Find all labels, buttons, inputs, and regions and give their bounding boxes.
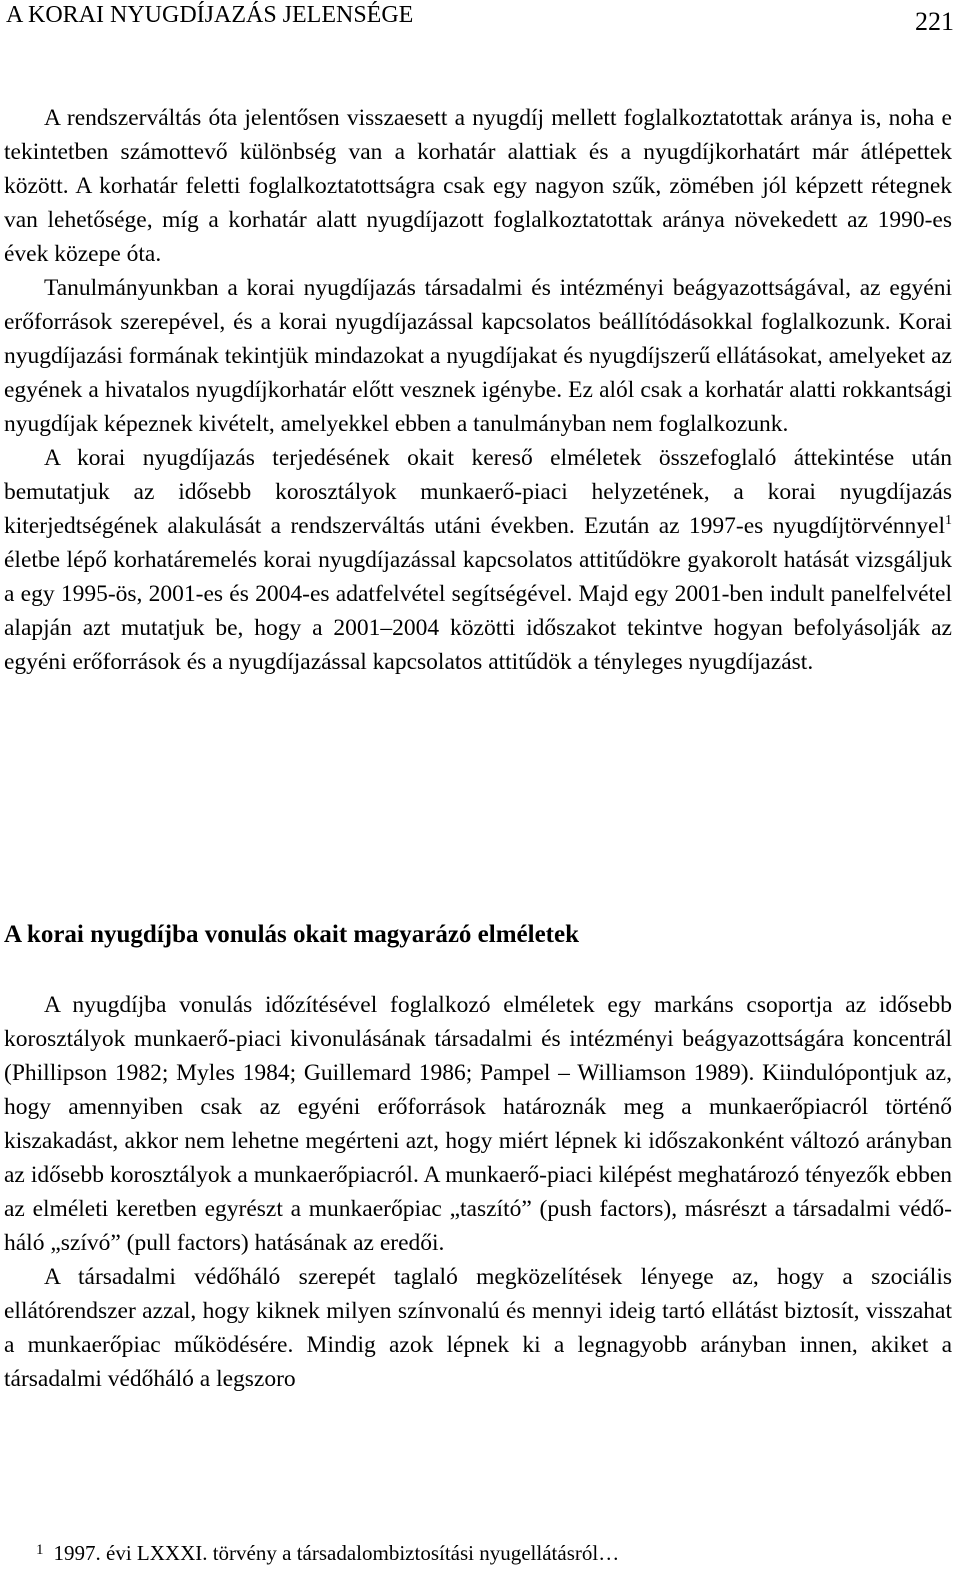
running-title: A KORAI NYUGDÍJAZÁS JELENSÉGE: [6, 2, 414, 28]
footnote-reference: 1: [945, 513, 952, 528]
footnote: [36, 1533, 619, 1570]
introduction-section: [4, 101, 952, 679]
paragraph: [4, 101, 952, 271]
paragraph: [4, 988, 952, 1260]
paragraph-text: A rendszerváltás óta jelentősen visszaesett a nyugdíj mellett foglalkoztatottak aránya is, noha e tekintetben számottevő különbség van a korhatár alattiak és a nyugdíjkorhatárt már átlépettek között. A korhatár feletti foglalkoztatottságra csak egy nagyon szűk, zömében jól képzett rétegnek van lehetősége, míg a korhatár alatt nyugdíjazott foglalkoztatottak aránya növekedett az 1990-es évek közepe óta.: [4, 105, 952, 267]
paragraph-text: A társadalmi védőháló szerepét taglaló megközelítések lényege az, hogy a szociális ellátórendszer azzal, hogy kiknek milyen színvonalú és mennyi ideig tartó ellátást biztosít, visszahat a munkaerőpiac működésére. Mindig azok lépnek ki a legnagyobb arányban innen, akiket a társadalmi védőháló a legszoro: [4, 1264, 952, 1392]
theories-section: [4, 988, 952, 1396]
paragraph-text: A nyugdíjba vonulás időzítésével foglalkozó elméletek egy markáns csoportja az idősebb korosztályok munkaerő-piaci kivonulásának társadalmi és intézményi beágyazottságára koncentrál (Phillipson 1982; Myles 1984; Guillemard 1986; Pampel – Williamson 1989). Kiindulópontjuk az, hogy amennyiben csak az egyéni erőforrások határoznák meg a munkaerőpiacról történő kiszakadást, akkor nem lehetne megérteni azt, hogy miért lépnek ki időszakonként változó arányban az idősebb korosztályok a munkaerőpiacról. A munkaerő-piaci kilépést meghatározó tényezők ebben az elméleti keretben egyrészt a munkaerőpiac „taszító” (push factors), másrészt a társadalmi védőháló „szívó” (pull factors) hatásának az eredői.: [4, 992, 952, 1256]
paragraph-text: Tanulmányunkban a korai nyugdíjazás társadalmi és intézményi beágyazottságával, az egyéni erőforrások szerepével, és a korai nyugdíjazással kapcsolatos beállítódásokkal foglalkozunk. Korai nyugdíjazási formának tekintjük mindazokat a nyugdíjakat és nyugdíjszerű ellátásokat, amelyeket az egyének a hivatalos nyugdíjkorhatár előtt vesznek igénybe. Ez alól csak a korhatár alatti rokkantsági nyugdíjak képeznek kivételt, amelyekkel ebben a tanulmányban nem foglalkozunk.: [4, 275, 952, 437]
paragraph-text: A korai nyugdíjazás terjedésének okait kereső elméletek összefoglaló áttekintése után bemutatjuk az idősebb korosztályok munkaerő-piaci helyzetének, a korai nyugdíjazás kiterjedtségének alakulását a rendszerváltás utáni években. Ezután az 1997-es nyugdíjtörvénnyel: [4, 445, 952, 539]
paragraph: [4, 1260, 952, 1396]
page-number: 221: [915, 7, 954, 36]
section-heading: A korai nyugdíjba vonulás okait magyarázó elméletek: [4, 921, 580, 948]
paragraph: [4, 271, 952, 441]
footnote-text: 1997. évi LXXXI. törvény a társadalombiztosítási nyugellátásról…: [53, 1541, 620, 1565]
footnote-number: 1: [36, 1542, 44, 1558]
paragraph-text-continued: életbe lépő korhatáremelés korai nyugdíjazással kapcsolatos attitűdökre gyakorolt hatását vizsgáljuk a egy 1995-ös, 2001-es és 2004-es adatfelvétel segítségével. Majd egy 2001-ben indult panelfelvétel alapján azt mutatjuk be, hogy a 2001–2004 közötti időszakot tekintve hogyan befolyásolják az egyéni erőforrások és a nyugdíjazással kapcsolatos attitűdök a tényleges nyugdíjazást.: [4, 547, 952, 675]
paragraph: [4, 441, 952, 679]
page-header: [6, 2, 954, 36]
